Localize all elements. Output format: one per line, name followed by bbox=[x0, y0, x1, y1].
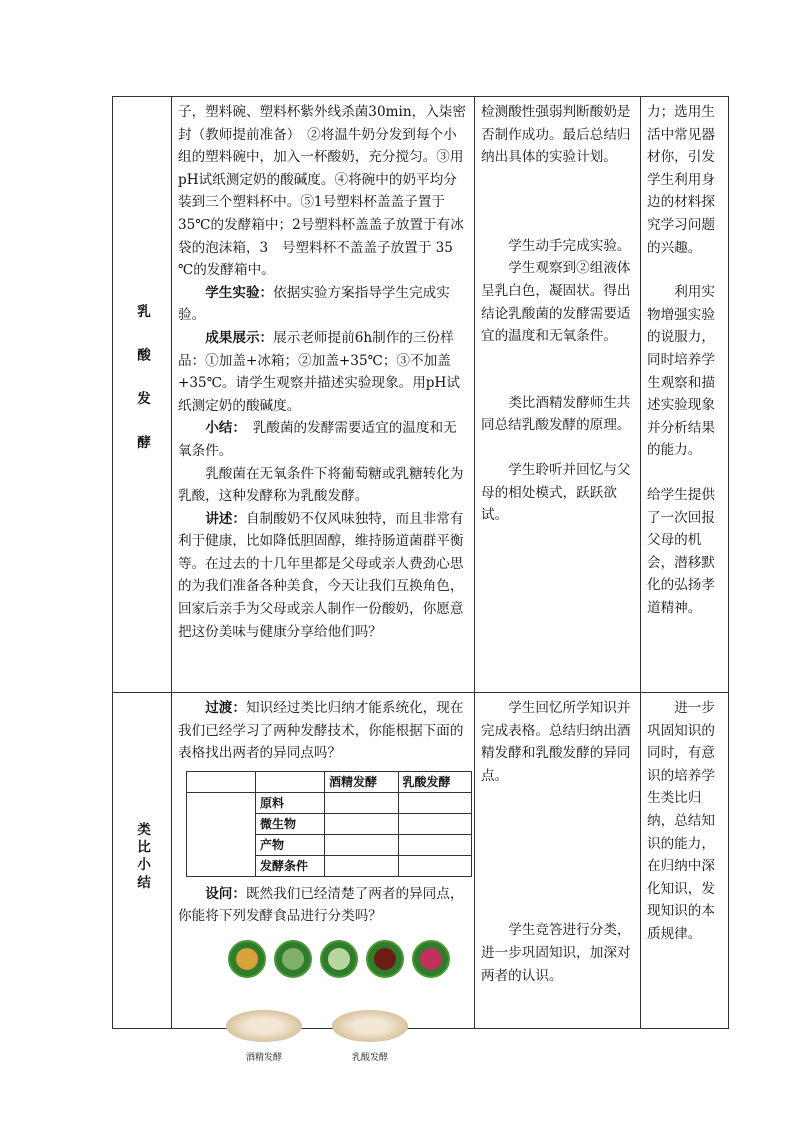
show-para: 成果展示：展示老师提前6h制作的三份样品：①加盖+冰箱；②加盖+35℃；③不加盖+35℃。请学生观察并描述实验现象。用pH试纸测定奶的酸碱度。 bbox=[178, 329, 460, 414]
summary-para-2: 乳酸菌在无氧条件下将葡萄糖或乳糖转化为乳酸，这种发酵称为乳酸发酵。 bbox=[178, 465, 464, 505]
student2-text-2: 学生竞答进行分类，进一步巩固知识，加深对两者的认识。 bbox=[481, 922, 631, 984]
intent2-text: 进一步巩固知识的同时，有意识的培养学生类比归纳，总结知识的能力，在归纳中深化知识，发现知识的本质规律。 bbox=[647, 700, 715, 942]
intent-cell-2 bbox=[641, 693, 729, 1029]
row-label-condition: 发酵条件 bbox=[256, 855, 325, 876]
student-text-4: 类比酒精发酵师生共同总结乳酸发酵的原理。 bbox=[481, 394, 631, 434]
header-alcohol: 酒精发酵 bbox=[325, 771, 399, 792]
intent-text-2: 利用实物增强实验的说服力，同时培养学生观察和描述实验现象并分析结果的能力。 bbox=[647, 284, 715, 459]
pickle-jar-icon-fill bbox=[282, 948, 304, 970]
beer-icon-fill bbox=[236, 948, 258, 970]
talk-para: 讲述：自制酸奶不仅风味独特，而且非常有利于健康，比如降低胆固醇，维持肠道菌群平衡等。在过去的十几年里都是父母或亲人费劲心思的为我们准备各种美食，今天让我们互换角色，回家后亲手为父母或亲人制作一份酸奶，你愿意把这份美味与健康分享给他们吗？ bbox=[178, 510, 464, 640]
teacher-activity-cell bbox=[172, 97, 475, 693]
basket-lactic[interactable] bbox=[332, 1010, 408, 1042]
intent-text-1: 力；选用生活中常见器材你，引发学生利用身边的材料探究学习问题的兴趣。 bbox=[647, 104, 715, 256]
student-text-3: 学生观察到②组液体呈乳白色，凝固状。得出结论乳酸菌的发酵需要适宜的温度和无氧条件。 bbox=[481, 260, 631, 345]
basket-alcohol[interactable] bbox=[226, 1010, 302, 1042]
stage-cell-2 bbox=[113, 693, 172, 1029]
summary-para: 小结： 乳酸菌的发酵需要适宜的温度和无氧条件。 bbox=[178, 420, 457, 459]
kimchi-jar-icon[interactable] bbox=[366, 940, 404, 978]
question-para: 设问：既然我们已经清楚了两者的异同点，你能将下列发酵食品进行分类吗？ bbox=[178, 885, 464, 925]
activity-text: 子，塑料碗、塑料杯紫外线杀菌30min，入柒密封（教师提前准备） ②将温牛奶分发到每个小组的塑料碗中，加入一杯酸奶，充分搅匀。③用pH试纸测定奶的酸碱度。④将碗中的奶平均分装到三个塑料杯中。⑤1号塑料杯盖盖子置于35℃的发酵箱中；2号塑料杯盖盖子放置于有冰袋的泡沫箱，3 号塑料杯不盖盖子放置于 35 ℃的发酵箱中。 bbox=[178, 104, 466, 279]
student2-text-1: 学生回忆所学知识并完成表格。总结归纳出酒精发酵和乳酸发酵的异同点。 bbox=[481, 700, 631, 784]
food-icons bbox=[228, 940, 468, 978]
row-analogy-summary bbox=[113, 693, 729, 1029]
transition-para: 过渡：知识经过类比归纳才能系统化，现在我们已经学习了两种发酵技术，你能根据下面的表格找出两者的异同点吗？ bbox=[178, 700, 464, 762]
student-activity-cell-2 bbox=[475, 693, 641, 1029]
student-text-5: 学生聆听并回忆与父母的相处模式，跃跃欲试。 bbox=[481, 461, 631, 524]
experiment-para: 学生实验：依据实验方案指导学生完成实验。 bbox=[178, 284, 450, 324]
row-label-material: 原料 bbox=[256, 792, 325, 813]
row-label-product: 产物 bbox=[256, 834, 325, 855]
stage-label-2: 类比小结 bbox=[134, 821, 150, 892]
lesson-table bbox=[112, 96, 729, 1029]
stage-cell bbox=[113, 97, 172, 693]
sorting-baskets bbox=[226, 1010, 426, 1070]
pickle-jar-icon[interactable] bbox=[274, 940, 312, 978]
kimchi-jar-icon-fill bbox=[374, 948, 396, 970]
row-label-microbe: 微生物 bbox=[256, 813, 325, 834]
yogurt-icon-fill bbox=[328, 948, 350, 970]
basket-label-lactic: 乳酸发酵 bbox=[351, 1053, 388, 1063]
yogurt-icon[interactable] bbox=[320, 940, 358, 978]
student-text-2: 学生动手完成实验。 bbox=[508, 237, 631, 254]
wine-glass-icon-fill bbox=[420, 948, 442, 970]
basket-label-alcohol: 酒精发酵 bbox=[245, 1053, 282, 1063]
row-lactic-fermentation bbox=[113, 97, 729, 693]
beer-icon[interactable] bbox=[228, 940, 266, 978]
teacher-activity-cell-2 bbox=[172, 693, 475, 1029]
intent-text-3: 给学生提供了一次回报父母的机会，潜移默化的弘扬孝道精神。 bbox=[647, 486, 715, 616]
student-activity-cell bbox=[475, 97, 641, 693]
intent-cell bbox=[641, 97, 729, 693]
wine-glass-icon[interactable] bbox=[412, 940, 450, 978]
comparison-table bbox=[186, 771, 472, 877]
stage-label: 乳酸发酵 bbox=[134, 303, 150, 478]
header-lactic: 乳酸发酵 bbox=[398, 771, 472, 792]
student-text-1: 检测酸性强弱判断酸奶是否制作成功。最后总结归纳出具体的实验计划。 bbox=[481, 104, 631, 166]
